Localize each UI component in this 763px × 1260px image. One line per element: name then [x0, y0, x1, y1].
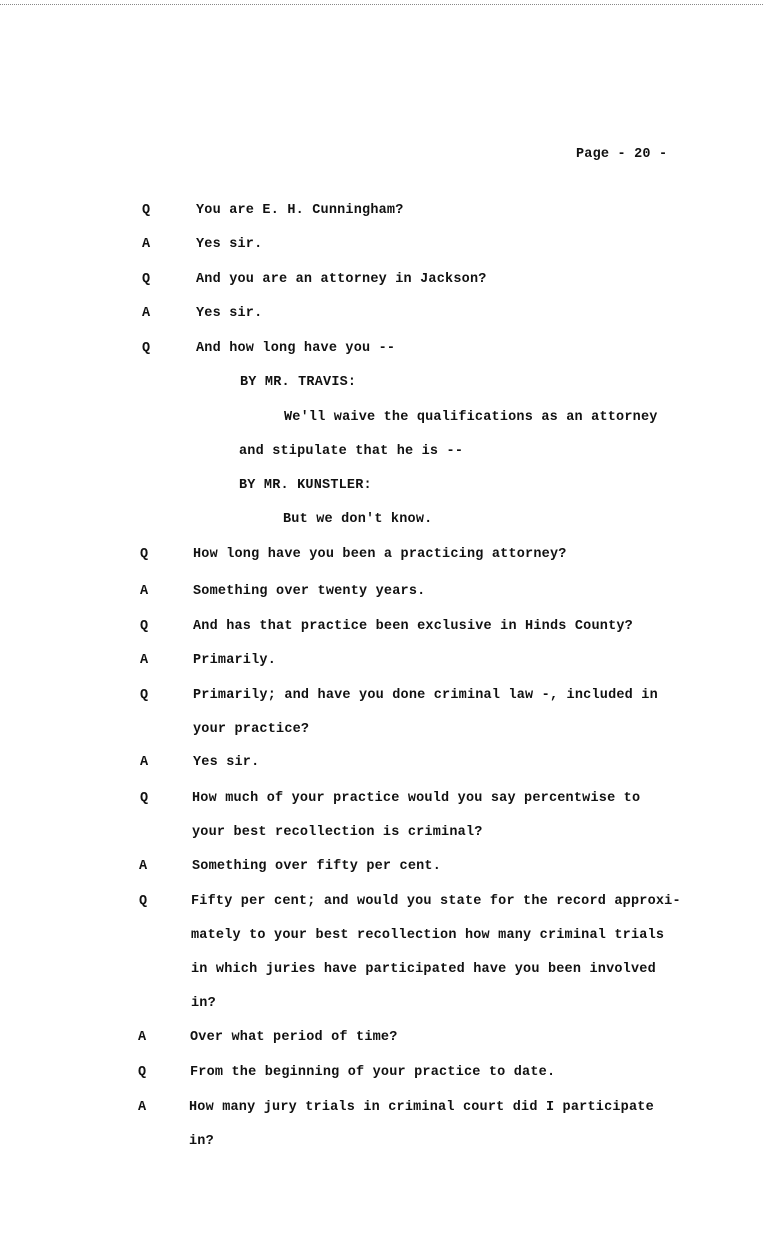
speaker-mark: Q — [140, 619, 149, 634]
speaker-mark: A — [142, 306, 151, 321]
transcript-line: Something over twenty years. — [193, 584, 426, 599]
transcript-line: We'll waive the qualifications as an attorney — [284, 410, 658, 425]
transcript-line: How much of your practice would you say percentwise to — [192, 791, 641, 806]
transcript-line: Primarily. — [193, 653, 277, 668]
transcript-line: and stipulate that he is -- — [239, 444, 464, 459]
top-border — [0, 1, 763, 5]
transcript-line: Yes sir. — [196, 306, 263, 321]
transcript-line: Primarily; and have you done criminal law -, included in — [193, 688, 658, 703]
transcript-line: Yes sir. — [196, 237, 263, 252]
speaker-mark: A — [140, 755, 149, 770]
transcript-line: in? — [189, 1134, 214, 1149]
speaker-heading: BY MR. KUNSTLER: — [239, 478, 372, 493]
transcript-line: And has that practice been exclusive in Hinds County? — [193, 619, 633, 634]
transcript-line: mately to your best recollection how many criminal trials — [191, 928, 665, 943]
transcript-line: Over what period of time? — [190, 1030, 398, 1045]
transcript-line: Fifty per cent; and would you state for the record approxi- — [191, 894, 681, 909]
speaker-mark: A — [139, 859, 148, 874]
transcript-line: And you are an attorney in Jackson? — [196, 272, 487, 287]
transcript-line: How many jury trials in criminal court did I participate — [189, 1100, 654, 1115]
speaker-mark: A — [140, 584, 149, 599]
transcript-line: From the beginning of your practice to date. — [190, 1065, 556, 1080]
transcript-line: How long have you been a practicing attorney? — [193, 547, 567, 562]
transcript-line: You are E. H. Cunningham? — [196, 203, 404, 218]
speaker-mark: Q — [142, 341, 151, 356]
speaker-heading: BY MR. TRAVIS: — [240, 375, 357, 390]
speaker-mark: Q — [142, 272, 151, 287]
page-number: Page - 20 - — [576, 147, 668, 162]
transcript-line: And how long have you -- — [196, 341, 396, 356]
transcript-line: in? — [191, 996, 216, 1011]
speaker-mark: Q — [140, 688, 149, 703]
speaker-mark: Q — [140, 547, 149, 562]
speaker-mark: Q — [139, 894, 148, 909]
transcript-line: your practice? — [193, 722, 310, 737]
transcript-line: But we don't know. — [283, 512, 433, 527]
transcript-line: in which juries have participated have you been involved — [191, 962, 656, 977]
speaker-mark: A — [142, 237, 151, 252]
transcript-line: Yes sir. — [193, 755, 260, 770]
speaker-mark: Q — [140, 791, 149, 806]
speaker-mark: A — [138, 1100, 147, 1115]
transcript-line: your best recollection is criminal? — [192, 825, 483, 840]
speaker-mark: Q — [138, 1065, 147, 1080]
transcript-line: Something over fifty per cent. — [192, 859, 442, 874]
speaker-mark: A — [140, 653, 149, 668]
speaker-mark: A — [138, 1030, 147, 1045]
speaker-mark: Q — [142, 203, 151, 218]
